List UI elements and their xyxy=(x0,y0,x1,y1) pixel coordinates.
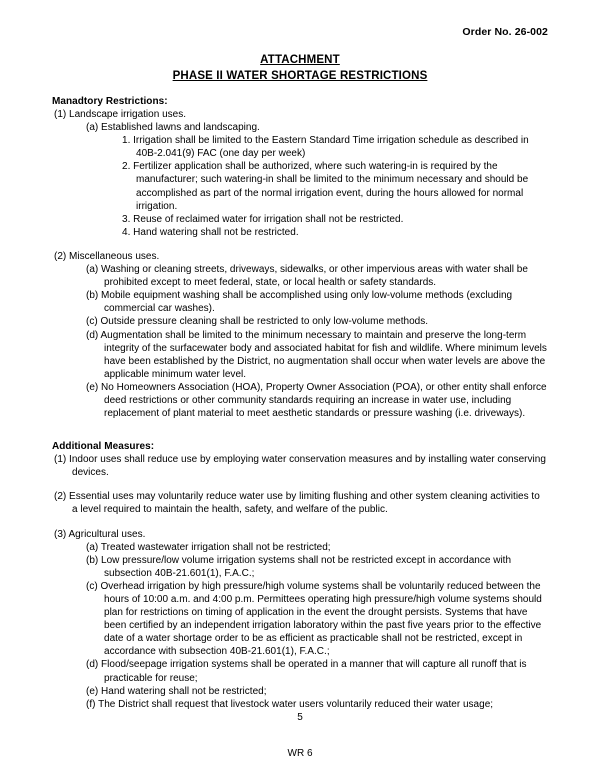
title-line-phase: PHASE II WATER SHORTAGE RESTRICTIONS xyxy=(172,70,428,82)
clause-1: (1) Landscape irrigation uses. xyxy=(54,109,187,120)
spacer xyxy=(52,420,548,433)
clause-2e: (e) No Homeowners Association (HOA), Property Owner Association (POA), or other entity shall enforce deed restrictions or other community standards requiring an increase in water use, including replacement of plant material to meet aesthetic standards or pressure washing (i.e. driveways). xyxy=(86,381,547,420)
spacer xyxy=(52,239,548,250)
heading-additional-measures: Additional Measures: xyxy=(52,441,155,453)
additional-clause-3b: (b) Low pressure/low volume irrigation systems shall not be restricted except in accordance with subsection 40B-21.601(1), F.A.C.; xyxy=(86,554,512,579)
clause-1a1: 1. Irrigation shall be limited to the Eastern Standard Time irrigation schedule as described in 40B-2.041(9) FAC (one day per week) xyxy=(122,135,529,160)
clause-2b: (b) Mobile equipment washing shall be accomplished using only low-volume methods (excluding commercial car washes). xyxy=(86,290,513,315)
clause-1a4: 4. Hand watering shall not be restricted. xyxy=(122,226,299,238)
additional-clause-3: (3) Agricultural uses. xyxy=(54,528,146,540)
spacer xyxy=(52,517,548,528)
additional-clause-1: (1) Indoor uses shall reduce use by employing water conservation measures and by installing water conserving devices. xyxy=(54,454,546,479)
footer-label: WR 6 xyxy=(287,748,313,759)
additional-clause-3d: (d) Flood/seepage irrigation systems shall be operated in a manner that will capture all runoff that is practicable for reuse; xyxy=(86,659,527,684)
heading-mandatory-restrictions: Manadtory Restrictions: xyxy=(52,96,168,107)
clause-1a2: 2. Fertilizer application shall be authorized, where such watering-in is required by the manufacturer; such watering-in shall be limited to the minimum necessary and should be accomplished as part of the normal irrigation event, during the hours allowed for normal irrigation. xyxy=(122,161,529,212)
clause-2a: (a) Washing or cleaning streets, driveways, sidewalks, or other impervious areas with water shall be prohibited except to meet federal, state, or local health or safety standards. xyxy=(86,264,528,289)
additional-clause-3a: (a) Treated wastewater irrigation shall not be restricted; xyxy=(86,541,331,553)
spacer xyxy=(52,479,548,490)
additional-clause-3e: (e) Hand watering shall not be restricted; xyxy=(86,685,267,697)
clause-1a: (a) Established lawns and landscaping. xyxy=(86,122,260,134)
additional-clause-2: (2) Essential uses may voluntarily reduce water use by limiting flushing and other system cleaning activities to a level required to maintain the health, safety, and welfare of the public. xyxy=(54,491,540,516)
clause-2d: (d) Augmentation shall be limited to the minimum necessary to maintain and preserve the long-term integrity of the surfacewater body and associated habitat for fish and wildlife. Where minimum levels have been established by the District, no augmentation shall occur when water levels are above the applicable minimum water level. xyxy=(86,329,547,380)
title-line-attachment: ATTACHMENT xyxy=(260,54,340,66)
order-number: Order No. 26-002 xyxy=(462,26,548,38)
clause-2c: (c) Outside pressure cleaning shall be restricted to only low-volume methods. xyxy=(86,316,429,328)
additional-clause-3f: (f) The District shall request that livestock water users voluntarily reduced their water usage; xyxy=(86,698,494,710)
footer-page-number: 5 xyxy=(297,712,303,723)
clause-1a3: 3. Reuse of reclaimed water for irrigation shall not be restricted. xyxy=(122,213,404,225)
clause-2: (2) Miscellaneous uses. xyxy=(54,250,160,262)
additional-clause-3c: (c) Overhead irrigation by high pressure/high volume systems shall be voluntarily reduced between the hours of 10:00 a.m. and 4:00 p.m. Permittees operating high pressure/high volume systems should plan for restrictions on timing of application in the event the drought persists. Systems that have been certified by an independent irrigation laboratory within the past five years prior to the effective date of a water shortage order to be as efficient as practicable shall not be restricted, except in accordance with subsection 40B-21.601(1), F.A.C.; xyxy=(86,580,542,658)
document-title xyxy=(52,52,548,84)
